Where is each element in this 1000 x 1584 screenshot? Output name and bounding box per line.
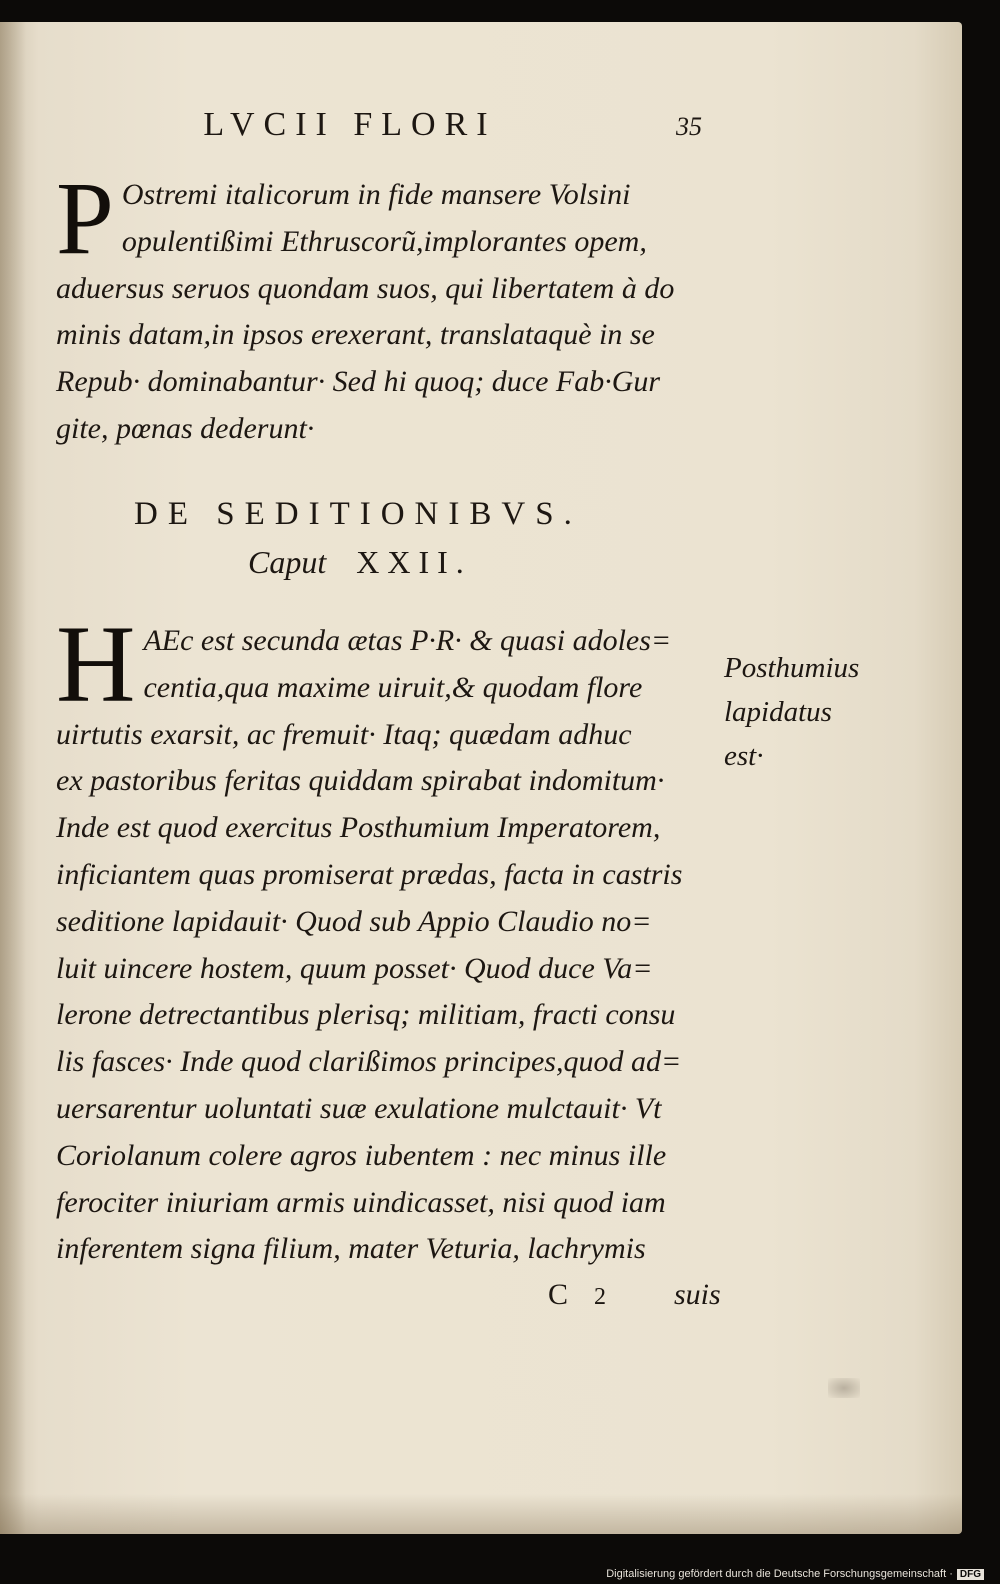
- page-number: 35: [676, 112, 702, 141]
- text-line: seditione lapidauit· Quod sub Appio Claudio no=: [56, 904, 652, 938]
- signature-number: 2: [594, 1284, 607, 1310]
- text-line: lerone detrectantibus plerisq; militiam, fracti consu: [56, 998, 676, 1032]
- chapter-word: Caput: [248, 544, 327, 580]
- drop-cap-initial: P: [56, 161, 114, 276]
- credit-text: Digitalisierung gefördert durch die Deutsche Forschungsgemeinschaft ·: [606, 1568, 953, 1580]
- paper-stain: [828, 1378, 860, 1398]
- signature-mark: [548, 1278, 606, 1312]
- signature-letter: C: [548, 1278, 569, 1311]
- chapter-heading: DE SEDITIONIBVS.: [134, 496, 582, 532]
- text-line: centia,qua maxime uiruit,& quodam flore: [143, 670, 643, 704]
- text-line: Ostremi italicorum in fide mansere Volsini: [121, 178, 631, 211]
- text-line: Coriolanum colere agros iubentem : nec minus ille: [56, 1138, 667, 1172]
- margin-note-line: lapidatus: [724, 696, 832, 728]
- text-line: aduersus seruos quondam suos, qui libertatem à do: [56, 271, 675, 305]
- page-edge-shadow: [0, 1494, 962, 1534]
- chapter-label: [248, 544, 472, 581]
- text-line: gite, pœnas dederunt·: [56, 411, 315, 445]
- text-line: uirtutis exarsit, ac fremuit· Itaq; quædam adhuc: [56, 717, 632, 751]
- chapter-number: XXII.: [356, 544, 472, 580]
- paragraph-2: [56, 603, 716, 1273]
- paragraph-1: [56, 161, 716, 453]
- text-line: uersarentur uoluntati suæ exulatione mulctauit· Vt: [56, 1091, 662, 1125]
- drop-cap-initial: H: [56, 603, 136, 725]
- text-line: luit uincere hostem, quum posset· Quod duce Va=: [56, 951, 653, 985]
- text-line: ferociter iniuriam armis uindicasset, nisi quod iam: [56, 1185, 666, 1219]
- margin-note-line: est·: [724, 740, 764, 772]
- margin-note: [724, 646, 859, 778]
- text-line: Repub· dominabantur· Sed hi quoq; duce Fab·Gur: [56, 365, 661, 399]
- book-page: [0, 22, 962, 1534]
- dfg-logo-icon: DFG: [957, 1569, 984, 1580]
- text-line: lis fasces· Inde quod clarißimos principes,quod ad=: [56, 1045, 682, 1079]
- text-line: inferentem signa filium, mater Veturia, lachrymis: [56, 1232, 646, 1266]
- text-line: Inde est quod exercitus Posthumium Imperatorem,: [56, 811, 661, 845]
- digitization-credit: [606, 1568, 984, 1580]
- running-head: LVCII FLORI: [203, 106, 497, 143]
- text-line: AEc est secunda ætas P·R· & quasi adoles=: [143, 624, 672, 657]
- margin-note-line: Posthumius: [724, 652, 860, 684]
- text-line: ex pastoribus feritas quiddam spirabat indomitum·: [56, 764, 665, 798]
- text-line: opulentißimi Ethruscorũ,implorantes opem,: [121, 224, 647, 258]
- gutter-shadow: [0, 22, 26, 1534]
- text-line: minis datam,in ipsos erexerant, translataquè in se: [56, 318, 655, 352]
- text-line: inficiantem quas promiserat prædas, facta in castris: [56, 857, 683, 891]
- catchword: suis: [674, 1278, 721, 1311]
